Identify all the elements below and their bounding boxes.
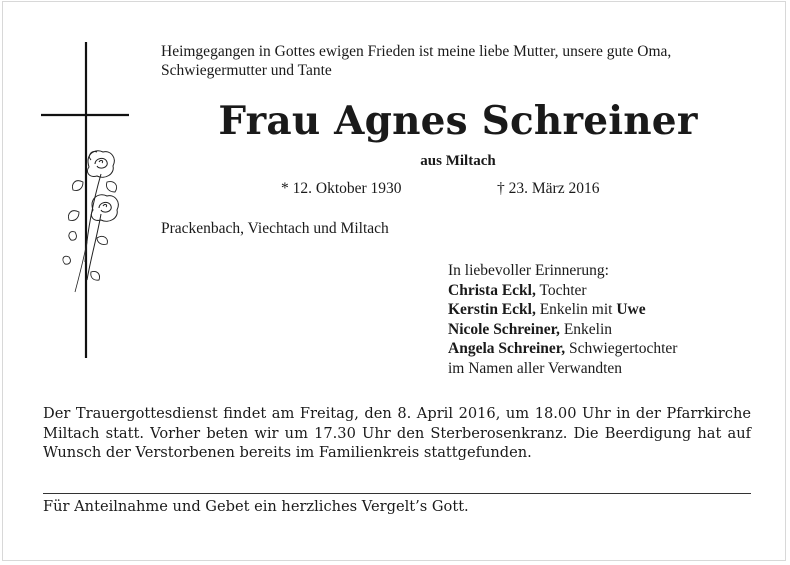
birth-date: * 12. Oktober 1930 [281,180,402,197]
deceased-name: Frau Agnes Schreiner [218,98,698,144]
mourners-block [448,261,768,378]
mourner-row [448,281,768,301]
mourners-footer: im Namen aller Verwandten [448,359,623,377]
mourner-relation: Tochter [535,281,587,299]
service-info: Der Trauergottesdienst findet am Freitag, den 8. April 2016, um 18.00 Uhr in der Pfarrkirche Miltach statt. Vorher beten wir um 17.30 Uhr den Sterberosenkranz. Die Beerdigung hat auf Wunsch der Verstorbenen bereits im Familienkreis stattgefunden. [43,405,751,461]
origin-line: aus Miltach [420,153,496,169]
mourner-row [448,320,768,340]
death-date: † 23. März 2016 [497,180,600,197]
mourner-relation: Enkelin [559,320,613,338]
mourner-name: Christa Eckl, [448,281,536,299]
cross-with-roses-icon [39,42,139,362]
divider [43,493,751,494]
mourner-name: Angela Schreiner, [448,340,566,357]
mourner-relation: Enkelin mit [535,301,617,318]
mourner-name: Kerstin Eckl, [448,301,536,318]
mourners-heading: In liebevoller Erinnerung: [448,262,609,279]
mourner-row [448,339,768,359]
mourner-partner: Uwe [616,301,646,318]
places-line: Prackenbach, Viechtach und Miltach [161,220,389,237]
mourner-name: Nicole Schreiner, [448,320,560,338]
obituary-notice [2,1,786,561]
mourner-relation: Schwiegertochter [565,340,678,357]
mourner-row [448,300,768,320]
intro-text: Heimgegangen in Gottes ewigen Frieden ist meine liebe Mutter, unsere gute Oma, Schwiegermutter und Tante [161,43,672,79]
closing-line: Für Anteilnahme und Gebet ein herzliches Vergelt’s Gott. [43,498,469,515]
